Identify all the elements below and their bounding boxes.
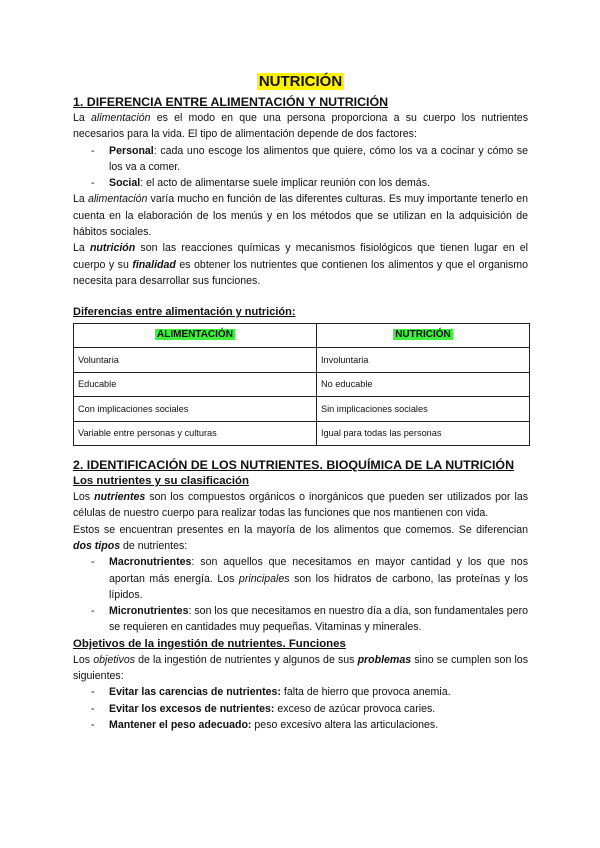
table-cell: Con implicaciones sociales [74,397,317,422]
nutrient-types-list [73,554,528,635]
section1-paragraph-1: La alimentación es el modo en que una persona proporciona a su cuerpo los nutrientes necesarios para la vida. El tipo de alimentación depende de dos factores: [73,112,528,141]
objectives-list [73,684,528,733]
emphasis: dos tipos [73,539,121,552]
section1-heading: 1. DIFERENCIA ENTRE ALIMENTACIÓN Y NUTRICIÓN [73,95,389,109]
section1-paragraph-3: La nutrición son las reacciones químicas y mecanismos fisiológicos que tienen lugar en el cuerpo y su finalidad es obtener los nutrientes que contienen los alimentos y que el organismo necesita para desarrollar sus funciones. [73,242,528,287]
section2-paragraph-3: Los objetivos de la ingestión de nutrientes y algunos de sus problemas sino se cumplen son los siguientes: [73,653,528,683]
table-caption: Diferencias entre alimentación y nutrición: [73,306,296,319]
emphasis: nutrientes [94,491,146,504]
table-row [74,397,530,422]
factors-list [73,143,528,192]
table-row [74,348,530,373]
section2-heading: 2. IDENTIFICACIÓN DE LOS NUTRIENTES. BIOQUÍMICA DE LA NUTRICIÓN [73,458,515,473]
table-row [74,421,530,446]
list-item: - Personal: cada uno escoge los alimentos que quiere, cómo los va a cocinar y cómo se los va a comer. [109,143,528,176]
table-cell: Involuntaria [316,348,529,373]
document-title: NUTRICIÓN [258,73,343,90]
table-cell: Educable [74,372,317,397]
table-header-row [74,323,530,348]
table-cell: Sin implicaciones sociales [316,397,529,422]
list-item: - Evitar los excesos de nutrientes: exceso de azúcar provoca caries. [109,701,528,717]
emphasis: problemas [357,653,412,666]
list-item: - Evitar las carencias de nutrientes: falta de hierro que provoca anemia. [109,684,528,700]
emphasis: principales [238,572,290,585]
subsection-heading: Los nutrientes y su clasificación [73,475,249,488]
table-cell: Variable entre personas y culturas [74,421,317,446]
list-item: - Micronutrientes: son los que necesitamos en nuestro día a día, son fundamentales pero se requieren en cantidades muy pequeñas. Vitaminas y minerales. [109,603,528,636]
comparison-table [73,323,530,447]
table-cell: Voluntaria [74,348,317,373]
table-header-cell: ALIMENTACIÓN [74,323,317,348]
table-header-cell: NUTRICIÓN [316,323,529,348]
section1-paragraph-2: La alimentación varía mucho en función de las diferentes culturas. Es muy importante tenerlo en cuenta en la elaboración de los menús y en los métodos que se utilizan en la adquisición de hábitos sociales. [73,193,529,239]
emphasis: objetivos [93,653,136,666]
emphasis: alimentación [87,193,148,206]
section2-paragraph-2: Estos se encuentran presentes en la mayoría de los alimentos que comemos. Se diferencian dos tipos de nutrientes: [73,523,528,552]
list-item: - Social: el acto de alimentarse suele implicar reunión con los demás. [109,175,528,191]
document-content [73,72,528,733]
emphasis: finalidad [132,258,176,271]
section2-paragraph-1: Los nutrientes son los compuestos orgánicos o inorgánicos que pueden ser utilizados por las células de nuestro cuerpo para realizar todas las funciones que nos mantienen con vida. [73,491,529,520]
emphasis: alimentación [91,112,151,124]
table-cell: Igual para todas las personas [316,421,529,446]
list-item: - Macronutrientes: son aquellos que necesitamos en mayor cantidad y los que nos aportan más energía. Los principales son los hidratos de carbono, las proteínas y los lípidos. [109,554,528,603]
subsection-heading: Objetivos de la ingestión de nutrientes. Funciones [73,637,346,650]
table-cell: No educable [316,372,529,397]
table-row [74,372,530,397]
emphasis: nutrición [89,242,136,255]
list-item: - Mantener el peso adecuado: peso excesivo altera las articulaciones. [109,717,528,733]
